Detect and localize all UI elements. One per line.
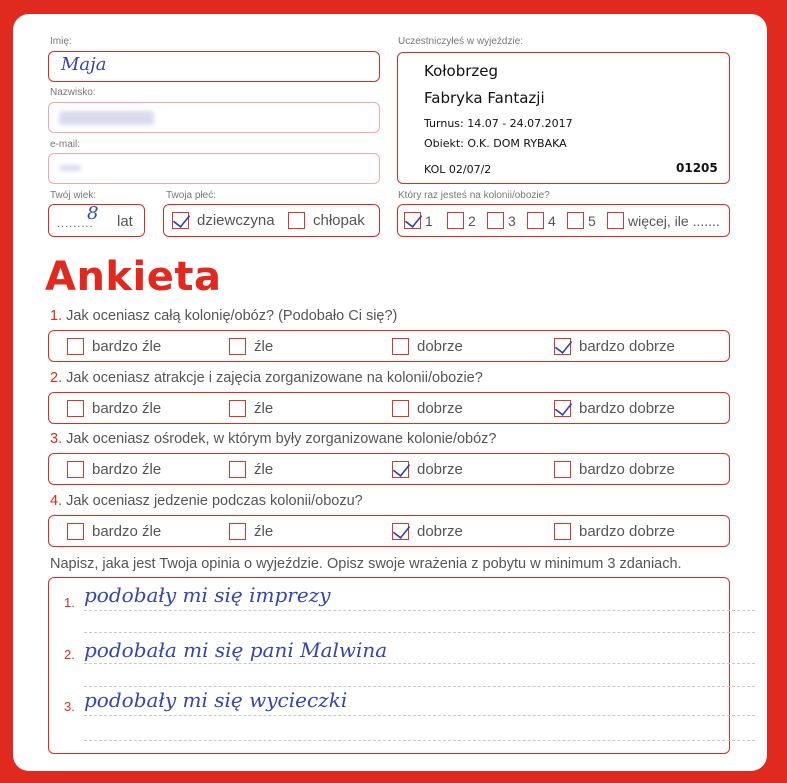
answer-line (84, 740, 755, 741)
rating-option-2[interactable] (229, 393, 273, 423)
rating-option-label: źle (254, 522, 274, 540)
gender-label: Twoja płeć: (166, 190, 217, 201)
rating-option-4[interactable] (554, 454, 675, 484)
question-label: Jak oceniasz atrakcje i zajęcia zorganizowane na kolonii/obozie? (66, 370, 483, 386)
checkbox-checked[interactable] (172, 212, 189, 229)
surname-label: Nazwisko: (50, 87, 96, 98)
checkbox[interactable] (567, 212, 584, 229)
email-label: e-mail: (50, 139, 81, 150)
rating-option-label: źle (254, 399, 274, 417)
rating-option-3[interactable] (392, 454, 463, 484)
checkbox-checked[interactable] (554, 338, 571, 355)
times-option-more[interactable] (607, 205, 720, 236)
gender-option-girl[interactable] (172, 205, 275, 236)
age-suffix: lat (117, 213, 133, 230)
question-number: 1. (50, 308, 63, 324)
gender-girl-label: dziewczyna (197, 212, 275, 229)
rating-option-1[interactable] (67, 393, 161, 423)
trip-organizer: Fabryka Fantazji (424, 89, 545, 107)
checkbox[interactable] (554, 461, 571, 478)
checkbox[interactable] (288, 212, 305, 229)
rating-option-label: bardzo źle (92, 399, 162, 417)
checkbox-checked[interactable] (554, 400, 571, 417)
opinion-prompt: Napisz, jaka jest Twoja opinia o wyjeździe. Opisz swoje wrażenia z pobytu w minimum 3 zdaniach. (50, 556, 682, 572)
which-time-field (397, 204, 730, 237)
checkbox-checked[interactable] (392, 461, 409, 478)
email-field[interactable] (48, 153, 380, 184)
question-4-options (48, 515, 730, 547)
answer-number-3: 3. (64, 699, 75, 714)
rating-option-label: dobrze (417, 337, 463, 355)
times-label-3: 3 (508, 212, 516, 229)
gender-option-boy[interactable] (288, 205, 365, 236)
rating-option-label: dobrze (417, 522, 463, 540)
rating-option-label: bardzo dobrze (579, 522, 675, 540)
question-2-text (50, 370, 483, 386)
checkbox[interactable] (527, 212, 544, 229)
question-1-text (50, 308, 397, 324)
which-time-label: Który raz jesteś na kolonii/obozie? (398, 190, 550, 201)
checkbox[interactable] (392, 338, 409, 355)
rating-option-3[interactable] (392, 331, 463, 361)
question-3-options (48, 453, 730, 485)
question-number: 2. (50, 370, 63, 386)
trip-number: 01205 (676, 161, 718, 175)
times-label-more: więcej, ile ....... (628, 212, 720, 229)
checkbox[interactable] (447, 212, 464, 229)
gender-boy-label: chłopak (313, 212, 365, 229)
answer-line (84, 663, 755, 664)
participant-label: Uczestniczyłeś w wyjeździe: (398, 36, 524, 47)
name-value: Maja (61, 54, 107, 75)
email-redaction (59, 165, 81, 171)
checkbox[interactable] (487, 212, 504, 229)
rating-option-4[interactable] (554, 516, 675, 546)
rating-option-label: bardzo źle (92, 337, 162, 355)
rating-option-label: bardzo dobrze (579, 460, 675, 478)
question-1-options (48, 330, 730, 362)
answer-line (84, 632, 755, 633)
rating-option-2[interactable] (229, 516, 273, 546)
question-3-text (50, 431, 496, 447)
rating-option-label: bardzo źle (92, 460, 162, 478)
rating-option-4[interactable] (554, 331, 675, 361)
trip-object: Obiekt: O.K. DOM RYBAKA (424, 137, 567, 150)
checkbox[interactable] (229, 461, 246, 478)
answer-number-1: 1. (64, 595, 75, 610)
surname-field[interactable] (48, 102, 380, 133)
age-label: Twój wiek: (50, 190, 97, 201)
checkbox[interactable] (607, 212, 624, 229)
checkbox[interactable] (229, 338, 246, 355)
checkbox-checked[interactable] (404, 212, 421, 229)
checkbox[interactable] (67, 523, 84, 540)
times-option-5[interactable] (567, 205, 596, 236)
rating-option-2[interactable] (229, 454, 273, 484)
question-number: 4. (50, 493, 63, 509)
checkbox[interactable] (392, 400, 409, 417)
question-2-options (48, 392, 730, 424)
rating-option-4[interactable] (554, 393, 675, 423)
answer-text-1: podobały mi się imprezy (84, 583, 331, 607)
rating-option-1[interactable] (67, 454, 161, 484)
times-label-4: 4 (548, 212, 556, 229)
checkbox[interactable] (229, 523, 246, 540)
age-field[interactable] (48, 204, 145, 237)
answer-number-2: 2. (64, 647, 75, 662)
rating-option-2[interactable] (229, 331, 273, 361)
rating-option-label: bardzo źle (92, 522, 162, 540)
question-4-text (50, 493, 363, 509)
checkbox[interactable] (229, 400, 246, 417)
age-dots: ......... (57, 218, 94, 230)
checkbox[interactable] (67, 400, 84, 417)
question-label: Jak oceniasz całą kolonię/obóz? (Podobało Ci się?) (66, 308, 398, 324)
times-option-3[interactable] (487, 205, 516, 236)
name-label: Imię: (50, 36, 72, 47)
checkbox[interactable] (67, 461, 84, 478)
checkbox[interactable] (554, 523, 571, 540)
trip-turnus: Turnus: 14.07 - 24.07.2017 (424, 117, 573, 130)
rating-option-label: bardzo dobrze (579, 337, 675, 355)
rating-option-label: bardzo dobrze (579, 399, 675, 417)
rating-option-1[interactable] (67, 516, 161, 546)
rating-option-3[interactable] (392, 516, 463, 546)
age-value: 8 (87, 203, 99, 224)
rating-option-3[interactable] (392, 393, 463, 423)
rating-option-label: dobrze (417, 399, 463, 417)
gender-field (163, 204, 380, 237)
question-label: Jak oceniasz ośrodek, w którym były zorganizowane kolonie/obóz? (66, 431, 497, 447)
checkbox[interactable] (67, 338, 84, 355)
survey-title: Ankieta (45, 254, 222, 300)
times-option-2[interactable] (447, 205, 476, 236)
trip-city: Kołobrzeg (424, 62, 499, 80)
rating-option-label: źle (254, 337, 274, 355)
answer-line (84, 610, 755, 611)
question-label: Jak oceniasz jedzenie podczas kolonii/obozu? (66, 493, 363, 509)
times-option-1[interactable] (404, 205, 433, 236)
answer-text-3: podobały mi się wycieczki (84, 688, 348, 712)
trip-code: KOL 02/07/2 (424, 163, 492, 176)
answer-line (84, 686, 755, 687)
times-option-4[interactable] (527, 205, 556, 236)
times-label-2: 2 (468, 212, 476, 229)
times-label-1: 1 (425, 212, 433, 229)
rating-option-1[interactable] (67, 331, 161, 361)
answer-text-2: podobała mi się pani Malwina (84, 638, 388, 662)
checkbox-checked[interactable] (392, 523, 409, 540)
name-field[interactable] (48, 51, 380, 82)
times-label-5: 5 (588, 212, 596, 229)
answer-line (84, 715, 755, 716)
rating-option-label: źle (254, 460, 274, 478)
question-number: 3. (50, 431, 63, 447)
surname-redaction (59, 111, 154, 125)
rating-option-label: dobrze (417, 460, 463, 478)
